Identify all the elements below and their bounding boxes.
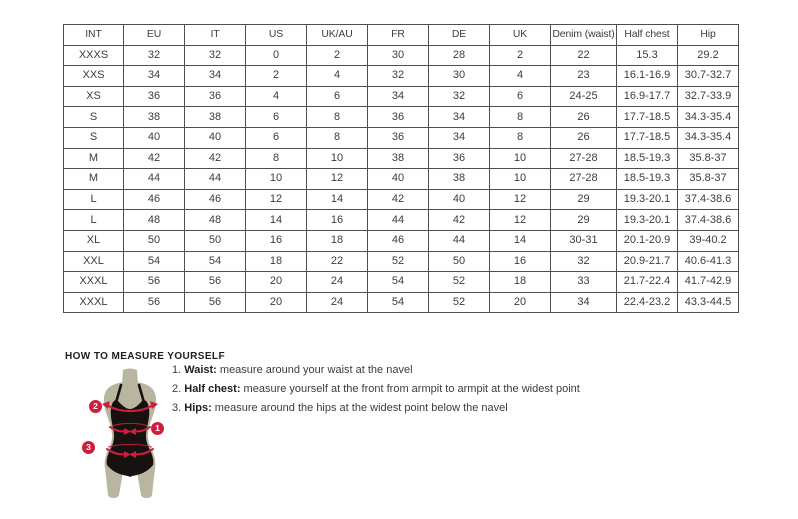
table-cell: 41.7-42.9 <box>678 272 739 293</box>
table-cell: 46 <box>185 189 246 210</box>
table-cell: 6 <box>246 127 307 148</box>
table-row <box>64 148 739 169</box>
table-cell: 40 <box>429 189 490 210</box>
table-cell: 2 <box>490 45 551 66</box>
table-cell: 30 <box>429 66 490 87</box>
table-cell: 46 <box>124 189 185 210</box>
table-cell: 36 <box>124 86 185 107</box>
table-cell: 18.5-19.3 <box>617 148 678 169</box>
item-text: measure around the hips at the widest point below the navel <box>211 402 508 414</box>
table-cell: 32.7-33.9 <box>678 86 739 107</box>
table-cell: 48 <box>185 210 246 231</box>
table-cell: 20 <box>490 292 551 313</box>
table-cell: 33 <box>551 272 617 293</box>
table-cell: 6 <box>246 107 307 128</box>
header-cell: Denim (waist) <box>551 25 617 46</box>
table-row <box>64 251 739 272</box>
waist-measure-badge: 1 <box>151 422 164 435</box>
table-cell: 44 <box>124 169 185 190</box>
table-cell: 50 <box>185 230 246 251</box>
table-cell: 32 <box>551 251 617 272</box>
table-cell: 36 <box>429 148 490 169</box>
size-table <box>63 24 739 313</box>
table-cell: 20.1-20.9 <box>617 230 678 251</box>
measure-item-hips <box>172 399 580 418</box>
table-cell: 21.7-22.4 <box>617 272 678 293</box>
table-cell: 40 <box>185 127 246 148</box>
table-cell: 18.5-19.3 <box>617 169 678 190</box>
table-cell: 42 <box>124 148 185 169</box>
table-cell: 38 <box>368 148 429 169</box>
table-cell: 54 <box>368 272 429 293</box>
table-cell: 44 <box>185 169 246 190</box>
table-cell: 34.3-35.4 <box>678 127 739 148</box>
table-cell: 54 <box>185 251 246 272</box>
table-cell: 8 <box>246 148 307 169</box>
table-cell: L <box>64 210 124 231</box>
table-cell: 40.6-41.3 <box>678 251 739 272</box>
table-row <box>64 86 739 107</box>
table-cell: 24 <box>307 272 368 293</box>
table-cell: 34 <box>551 292 617 313</box>
table-cell: 56 <box>124 292 185 313</box>
table-cell: 37.4-38.6 <box>678 210 739 231</box>
table-cell: 34.3-35.4 <box>678 107 739 128</box>
table-cell: XXL <box>64 251 124 272</box>
table-cell: 36 <box>368 107 429 128</box>
header-cell: EU <box>124 25 185 46</box>
table-cell: 29.2 <box>678 45 739 66</box>
table-cell: 30-31 <box>551 230 617 251</box>
table-cell: 38 <box>185 107 246 128</box>
table-cell: 29 <box>551 189 617 210</box>
table-row <box>64 169 739 190</box>
table-cell: 52 <box>429 292 490 313</box>
table-row <box>64 107 739 128</box>
table-cell: 4 <box>307 66 368 87</box>
table-cell: 34 <box>429 127 490 148</box>
table-cell: 18 <box>246 251 307 272</box>
table-cell: 36 <box>185 86 246 107</box>
table-cell: S <box>64 127 124 148</box>
table-cell: 34 <box>368 86 429 107</box>
table-cell: 56 <box>124 272 185 293</box>
table-cell: M <box>64 148 124 169</box>
table-cell: 15.3 <box>617 45 678 66</box>
item-term: Hips: <box>184 402 212 414</box>
table-cell: 19.3-20.1 <box>617 189 678 210</box>
table-cell: 32 <box>368 66 429 87</box>
table-cell: XXS <box>64 66 124 87</box>
table-cell: 29 <box>551 210 617 231</box>
table-cell: 16 <box>307 210 368 231</box>
table-cell: 26 <box>551 127 617 148</box>
item-number: 1. <box>172 364 182 376</box>
table-cell: 30.7-32.7 <box>678 66 739 87</box>
header-cell: FR <box>368 25 429 46</box>
table-cell: 52 <box>368 251 429 272</box>
header-cell: UK <box>490 25 551 46</box>
table-cell: 43.3-44.5 <box>678 292 739 313</box>
table-cell: 35.8-37 <box>678 148 739 169</box>
table-cell: 42 <box>429 210 490 231</box>
table-cell: 56 <box>185 292 246 313</box>
table-cell: XXXL <box>64 272 124 293</box>
table-cell: 16.9-17.7 <box>617 86 678 107</box>
item-term: Half chest: <box>184 383 241 395</box>
table-cell: 6 <box>307 86 368 107</box>
table-cell: 34 <box>124 66 185 87</box>
mannequin-illustration <box>80 366 180 506</box>
measurement-figure <box>80 366 180 506</box>
table-row <box>64 45 739 66</box>
table-cell: 0 <box>246 45 307 66</box>
table-cell: 4 <box>246 86 307 107</box>
table-cell: 17.7-18.5 <box>617 127 678 148</box>
table-cell: 23 <box>551 66 617 87</box>
table-cell: 12 <box>490 210 551 231</box>
table-cell: 20 <box>246 272 307 293</box>
table-cell: M <box>64 169 124 190</box>
table-cell: 2 <box>246 66 307 87</box>
table-cell: 10 <box>490 169 551 190</box>
table-row <box>64 210 739 231</box>
table-cell: 6 <box>490 86 551 107</box>
table-cell: 44 <box>429 230 490 251</box>
measure-instructions <box>172 361 580 418</box>
table-cell: 2 <box>307 45 368 66</box>
table-cell: 18 <box>490 272 551 293</box>
table-cell: 39-40.2 <box>678 230 739 251</box>
table-cell: 35.8-37 <box>678 169 739 190</box>
table-cell: S <box>64 107 124 128</box>
table-cell: 34 <box>429 107 490 128</box>
item-text: measure around your waist at the navel <box>216 364 413 376</box>
item-term: Waist: <box>184 364 217 376</box>
table-cell: 27-28 <box>551 169 617 190</box>
table-cell: 54 <box>124 251 185 272</box>
table-cell: 26 <box>551 107 617 128</box>
table-row <box>64 66 739 87</box>
table-row <box>64 292 739 313</box>
table-cell: 22 <box>551 45 617 66</box>
table-cell: 37.4-38.6 <box>678 189 739 210</box>
table-cell: 12 <box>307 169 368 190</box>
table-cell: 8 <box>490 107 551 128</box>
table-cell: 14 <box>490 230 551 251</box>
table-cell: 16 <box>490 251 551 272</box>
table-cell: 14 <box>307 189 368 210</box>
header-cell: Hip <box>678 25 739 46</box>
chest-measure-badge: 2 <box>89 400 102 413</box>
header-cell: DE <box>429 25 490 46</box>
item-text: measure yourself at the front from armpit to armpit at the widest point <box>240 383 580 395</box>
table-cell: 16.1-16.9 <box>617 66 678 87</box>
table-cell: L <box>64 189 124 210</box>
item-number: 2. <box>172 383 182 395</box>
table-cell: 17.7-18.5 <box>617 107 678 128</box>
measure-item-half-chest <box>172 380 580 399</box>
table-cell: 27-28 <box>551 148 617 169</box>
table-row <box>64 272 739 293</box>
table-cell: XXXL <box>64 292 124 313</box>
table-cell: 4 <box>490 66 551 87</box>
table-cell: 40 <box>124 127 185 148</box>
table-cell: 34 <box>185 66 246 87</box>
measure-item-waist <box>172 361 580 380</box>
table-cell: 12 <box>246 189 307 210</box>
table-cell: 32 <box>429 86 490 107</box>
table-cell: 48 <box>124 210 185 231</box>
table-cell: 42 <box>368 189 429 210</box>
table-cell: 28 <box>429 45 490 66</box>
table-cell: XS <box>64 86 124 107</box>
table-cell: 38 <box>429 169 490 190</box>
hips-measure-badge: 3 <box>82 441 95 454</box>
header-cell: IT <box>185 25 246 46</box>
table-cell: 19.3-20.1 <box>617 210 678 231</box>
table-cell: 14 <box>246 210 307 231</box>
header-cell: Half chest <box>617 25 678 46</box>
table-cell: 8 <box>490 127 551 148</box>
table-cell: 46 <box>368 230 429 251</box>
table-cell: 10 <box>246 169 307 190</box>
table-cell: 44 <box>368 210 429 231</box>
table-cell: 16 <box>246 230 307 251</box>
table-cell: 38 <box>124 107 185 128</box>
table-row <box>64 127 739 148</box>
table-cell: 18 <box>307 230 368 251</box>
table-cell: XXXS <box>64 45 124 66</box>
table-cell: 22.4-23.2 <box>617 292 678 313</box>
table-cell: 50 <box>124 230 185 251</box>
table-cell: 24 <box>307 292 368 313</box>
table-cell: 8 <box>307 107 368 128</box>
table-cell: 56 <box>185 272 246 293</box>
table-cell: 42 <box>185 148 246 169</box>
table-cell: 10 <box>307 148 368 169</box>
table-row <box>64 230 739 251</box>
table-cell: 52 <box>429 272 490 293</box>
item-number: 3. <box>172 402 182 414</box>
table-cell: 12 <box>490 189 551 210</box>
header-cell: UK/AU <box>307 25 368 46</box>
table-cell: 8 <box>307 127 368 148</box>
table-cell: 10 <box>490 148 551 169</box>
table-cell: 20.9-21.7 <box>617 251 678 272</box>
table-cell: 36 <box>368 127 429 148</box>
header-cell: US <box>246 25 307 46</box>
table-cell: 40 <box>368 169 429 190</box>
header-cell: INT <box>64 25 124 46</box>
table-cell: 24-25 <box>551 86 617 107</box>
table-row <box>64 189 739 210</box>
table-cell: 22 <box>307 251 368 272</box>
table-row <box>64 25 739 46</box>
measure-section-title: HOW TO MEASURE YOURSELF <box>65 351 225 362</box>
table-cell: 32 <box>124 45 185 66</box>
table-cell: 54 <box>368 292 429 313</box>
table-cell: 50 <box>429 251 490 272</box>
table-cell: 20 <box>246 292 307 313</box>
table-cell: 30 <box>368 45 429 66</box>
table-cell: 32 <box>185 45 246 66</box>
table-cell: XL <box>64 230 124 251</box>
